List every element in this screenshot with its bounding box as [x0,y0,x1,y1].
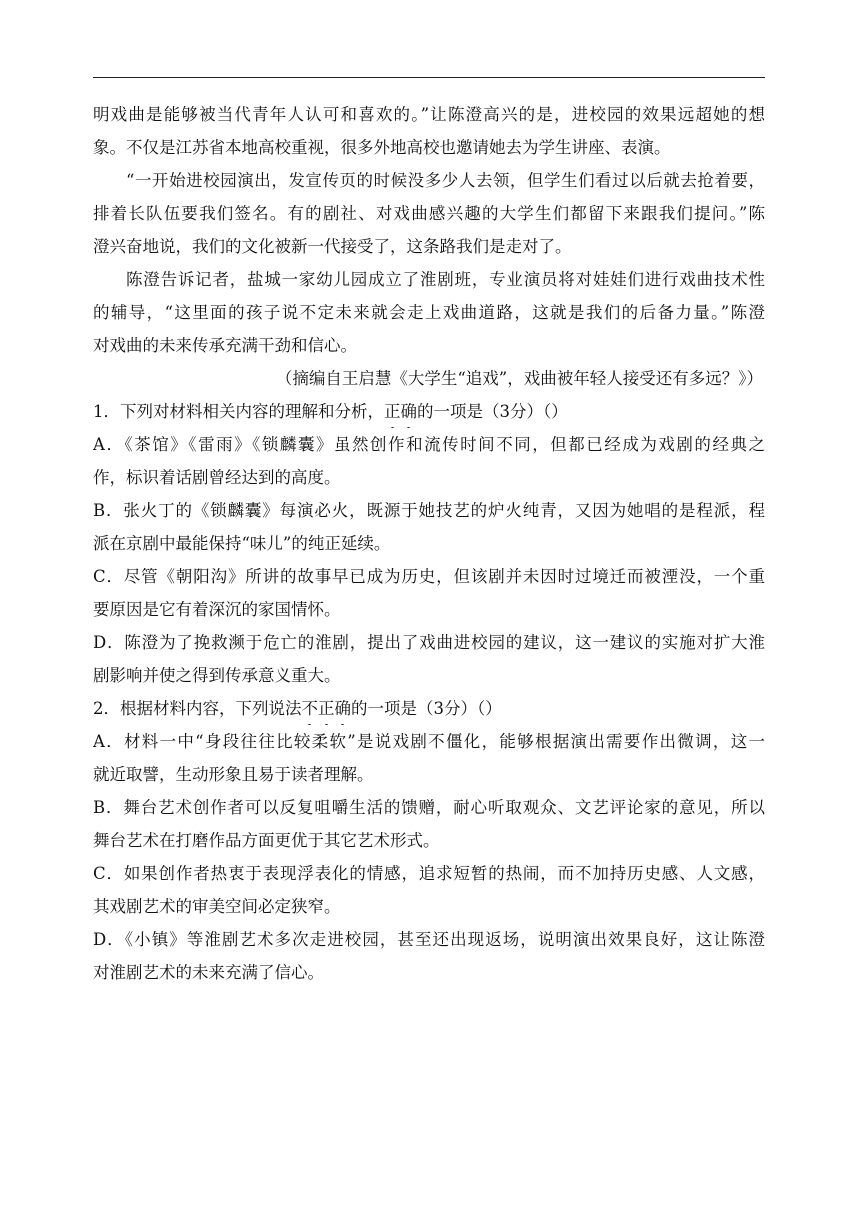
paragraph-3 [93,263,765,362]
option-line: D．陈澄为了挽救濒于危亡的淮剧，提出了戏曲进校园的建议，这一建议的实施对扩大淮 [93,633,765,652]
option-line: B．张火丁的《锁麟囊》每演必火，既源于她技艺的炉火纯青，又因为她唱的是程派，程 [93,501,765,520]
option-line: 其戏剧艺术的审美空间必定狭窄。 [93,897,341,916]
paragraph-1 [93,98,765,164]
emphasis-text: 正确 [384,402,417,421]
text-line: “一开始进校园演出，发宣传页的时候没多少人去领，但学生们看过以后就去抢着要， [126,171,765,190]
text-line: 对戏曲的未来传承充满干劲和信心。 [93,336,357,355]
option-d [93,923,765,989]
question-stem: 2．根据材料内容，下列说法不正确的一项是（3分）（） [93,692,765,725]
option-line: 舞台艺术在打磨作品方面更优于其它艺术形式。 [93,831,440,850]
question-2 [93,692,765,989]
emphasis-text: 不正确 [302,699,352,718]
option-c [93,560,765,626]
option-line: 派在京剧中最能保持“味儿”的纯正延续。 [93,534,391,553]
option-c [93,857,765,923]
option-line: 就近取譬，生动形象且易于读者理解。 [93,765,374,784]
option-d [93,626,765,692]
option-a [93,725,765,791]
option-line: C．尽管《朝阳沟》所讲的故事早已成为历史，但该剧并未因时过境迁而被湮没，一个重 [93,567,765,586]
text-line: 的辅导，“这里面的孩子说不定未来就会走上戏曲道路，这就是我们的后备力量。”陈澄 [93,303,765,322]
text-line: 排着长队伍要我们签名。有的剧社、对戏曲感兴趣的大学生们都留下来跟我们提问。”陈 [93,204,765,223]
option-line: B．舞台艺术创作者可以反复咀嚼生活的馈赠，耐心听取观众、文艺评论家的意见，所以 [93,798,765,817]
option-a [93,428,765,494]
option-line: 要原因是它有着深沉的家国情怀。 [93,600,341,619]
option-line: 剧影响并使之得到传承意义重大。 [93,666,341,685]
option-line: C．如果创作者热衷于表现浮表化的情感，追求短暂的热闹，而不加持历史感、人文感， [93,864,765,883]
text-line: 象。不仅是江苏省本地高校重视，很多外地高校也邀请她去为学生讲座、表演。 [93,138,671,157]
text-line: 澄兴奋地说，我们的文化被新一代接受了，这条路我们是走对了。 [93,237,572,256]
option-b [93,494,765,560]
question-stem: 1．下列对材料相关内容的理解和分析，正确的一项是（3分）（） [93,395,765,428]
paragraph-2 [93,164,765,263]
option-line: A．《茶馆》《雷雨》《锁麟囊》虽然创作和流传时间不同，但都已经成为戏剧的经典之 [93,435,765,454]
source-citation: （摘编自王启慧《大学生“追戏”，戏曲被年轻人接受还有多远？》） [275,369,763,388]
text-line: 明戏曲是能够被当代青年人认可和喜欢的。”让陈澄高兴的是，进校园的效果远超她的想 [93,105,765,124]
header-rule [93,77,765,78]
option-line: D．《小镇》等淮剧艺术多次走进校园，甚至还出现返场，说明演出效果良好，这让陈澄 [93,930,765,949]
question-1 [93,395,765,692]
option-b [93,791,765,857]
document-body [93,98,765,989]
option-line: 对淮剧艺术的未来充满了信心。 [93,963,324,982]
option-line: A．材料一中“身段往往比较柔软”是说戏剧不僵化，能够根据演出需要作出微调，这一 [93,732,765,751]
text-line: 陈澄告诉记者，盐城一家幼儿园成立了淮剧班，专业演员将对娃娃们进行戏曲技术性 [126,270,765,289]
option-line: 作，标识着话剧曾经达到的高度。 [93,468,341,487]
